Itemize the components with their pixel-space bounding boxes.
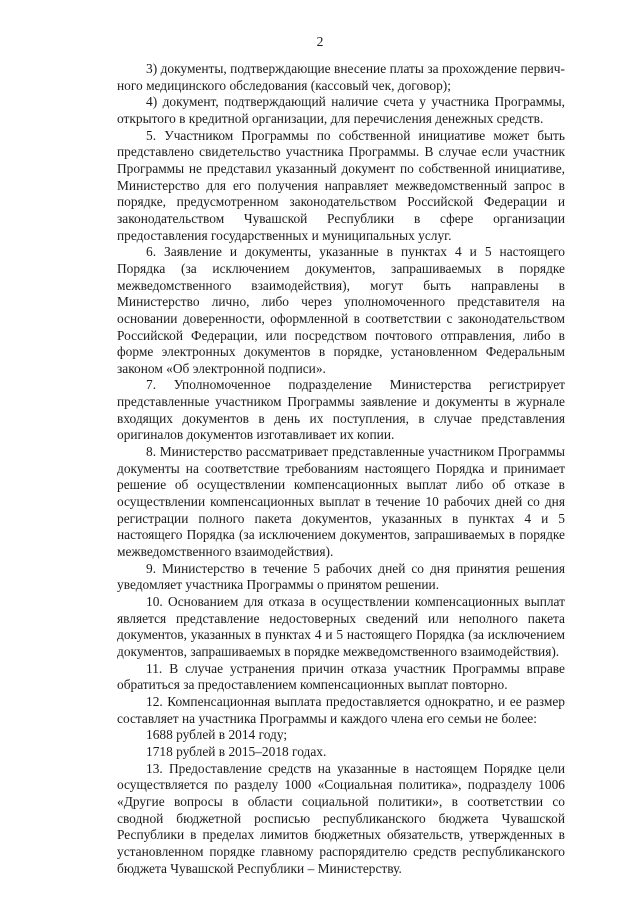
paragraph-item-4: 4) документ, подтверждающий наличие счета у участника Программы, открытого в кредитной организации, для перечисления денежных средств. bbox=[117, 94, 565, 126]
paragraph-item-3: 3) документы, подтверждающие внесение платы за прохождение первичного медицинского обследования (кассовый чек, договор); bbox=[117, 61, 565, 93]
paragraph-clause-9: 9. Министерство в течение 5 рабочих дней со дня принятия решения уведомляет участника Программы о принятом решении. bbox=[117, 560, 565, 593]
payment-amount-2014: 1688 рублей в 2014 году; bbox=[146, 727, 288, 743]
paragraph-clause-13: 13. Предоставление средств на указанные в настоящем Порядке цели осуществляется по разделу 1000 «Социальная политика», подразделу 1006 «Другие вопросы в области социальной политики», в соответствии со сводной бюджетной росписью республиканского бюджета Чувашской Республики в пределах лимитов бюджетных обязательств, утвержденных в установленном порядке главному распорядителю средств республиканского бюджета Чувашской Республики – Министерству. bbox=[117, 760, 565, 876]
paragraph-clause-10: 10. Основанием для отказа в осуществлении компенсационных выплат является представление недостоверных сведений или неполного пакета документов, указанных в пунктах 4 и 5 настоящего Порядка (за исключением документов, запрашиваемых в порядке межведомственного взаимодействия). bbox=[117, 594, 565, 659]
page-number: 2 bbox=[316, 34, 324, 49]
paragraph-clause-12: 12. Компенсационная выплата предоставляется однократно, и ее размер составляет на участника Программы и каждого члена его семьи не более: bbox=[117, 693, 565, 726]
payment-amount-2015-2018: 1718 рублей в 2015–2018 годах. bbox=[146, 743, 327, 759]
paragraph-clause-5: 5. Участником Программы по собственной инициативе может быть представлено свидетельство участника Программы. В случае если участник Программы не представил указанный документ по собственной инициативе, Министерство для его получения направляет межведомственный запрос в порядке, предусмотренном законодательством Российской Федерации и законодательством Чувашской Республики в сфере организации предоставления государственных и муниципальных услуг. bbox=[117, 127, 565, 243]
paragraph-clause-7: 7. Уполномоченное подразделение Министерства регистрирует представленные участником Программы заявление и документы в журнале входящих документов в день их поступления, в случае представления оригиналов документов изготавливает их копии. bbox=[117, 377, 565, 443]
document-body bbox=[117, 61, 565, 877]
paragraph-clause-6: 6. Заявление и документы, указанные в пунктах 4 и 5 настоящего Порядка (за исключением документов, запрашиваемых в порядке межведомственного взаимодействия), могут быть направлены в Министерство лично, либо через уполномоченного представителя на основании доверенности, оформленной в соответствии с законодательством Российской Федерации, или посредством почтового отправления, либо в форме электронных документов в порядке, установленном Федеральным законом «Об электронной подписи». bbox=[117, 244, 565, 376]
paragraph-clause-8: 8. Министерство рассматривает представленные участником Программы документы на соответствие требованиям настоящего Порядка и принимает решение об осуществлении компенсационных выплат либо об отказе в осуществлении компенсационных выплат в течение 10 рабочих дней со дня регистрации полного пакета документов, указанных в пунктах 4 и 5 настоящего Порядка (за исключением документов, запрашиваемых в порядке межведомственного взаимодействия). bbox=[117, 444, 565, 560]
paragraph-clause-11: 11. В случае устранения причин отказа участник Программы вправе обратиться за предоставлением компенсационных выплат повторно. bbox=[117, 660, 565, 693]
